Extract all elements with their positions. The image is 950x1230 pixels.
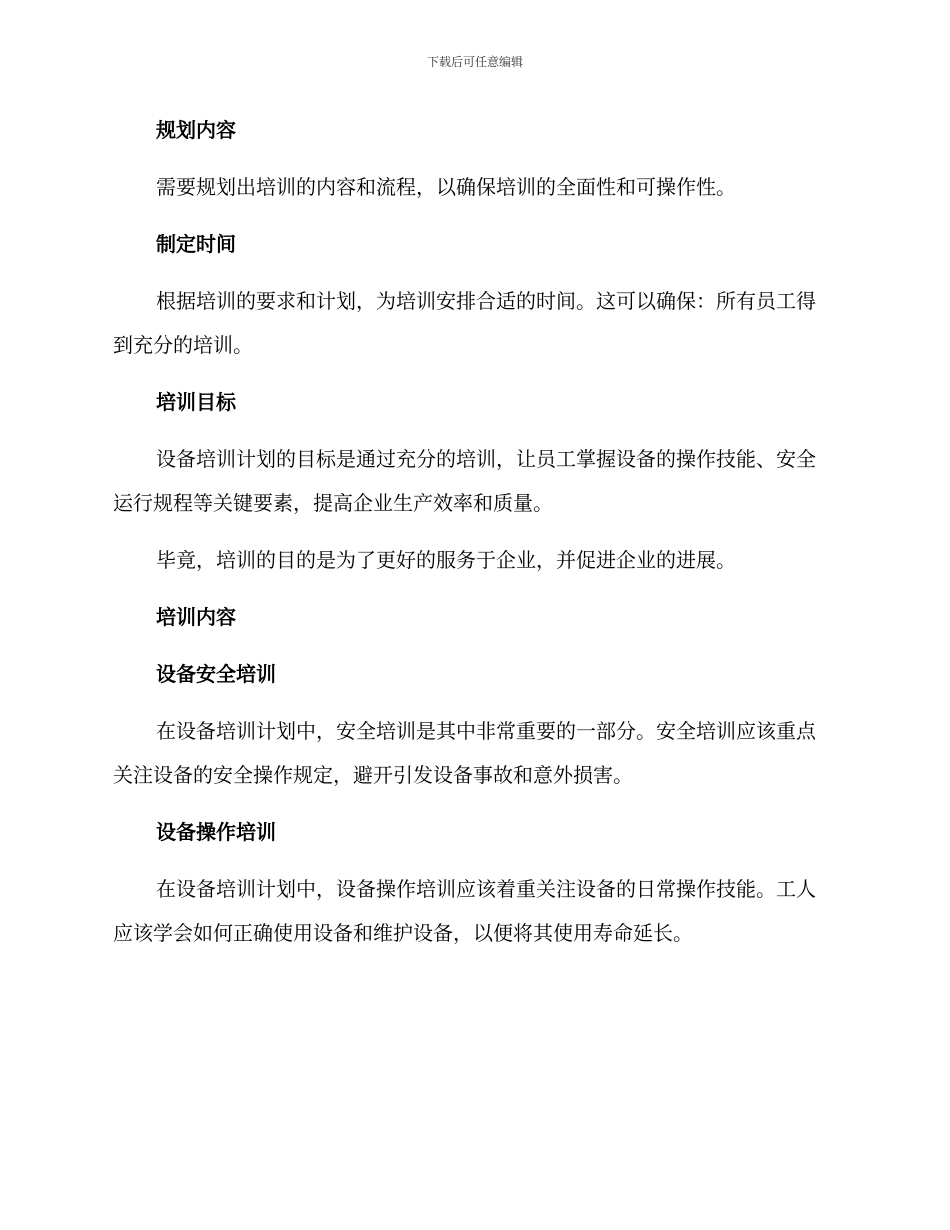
document-body (113, 108, 835, 968)
paragraph-operation-training: 在设备培训计划中，设备操作培训应该着重关注设备的日常操作技能。工人应该学会如何正确使用设备和维护设备，以便将其使用寿命延长。 (113, 877, 816, 945)
section-heading-planning: 规划内容 (156, 118, 236, 142)
section-heading-content: 培训内容 (156, 605, 236, 629)
section-heading-goals: 培训目标 (156, 390, 236, 414)
section-heading-schedule: 制定时间 (156, 232, 236, 256)
section-heading-operation-training: 设备操作培训 (156, 820, 276, 844)
page-header: 下载后可任意编辑 (426, 55, 523, 69)
paragraph-goals-purpose: 毕竟，培训的目的是为了更好的服务于企业，并促进企业的进展。 (156, 548, 736, 572)
paragraph-safety-training: 在设备培训计划中，安全培训是其中非常重要的一部分。安全培训应该重点关注设备的安全操作规定，避开引发设备事故和意外损害。 (113, 719, 816, 787)
section-heading-safety-training: 设备安全培训 (156, 662, 276, 686)
paragraph-goals: 设备培训计划的目标是通过充分的培训，让员工掌握设备的操作技能、安全运行规程等关键要素，提高企业生产效率和质量。 (113, 447, 816, 515)
paragraph-schedule: 根据培训的要求和计划，为培训安排合适的时间。这可以确保：所有员工得到充分的培训。 (113, 289, 816, 357)
paragraph-planning: 需要规划出培训的内容和流程，以确保培训的全面性和可操作性。 (156, 175, 736, 199)
